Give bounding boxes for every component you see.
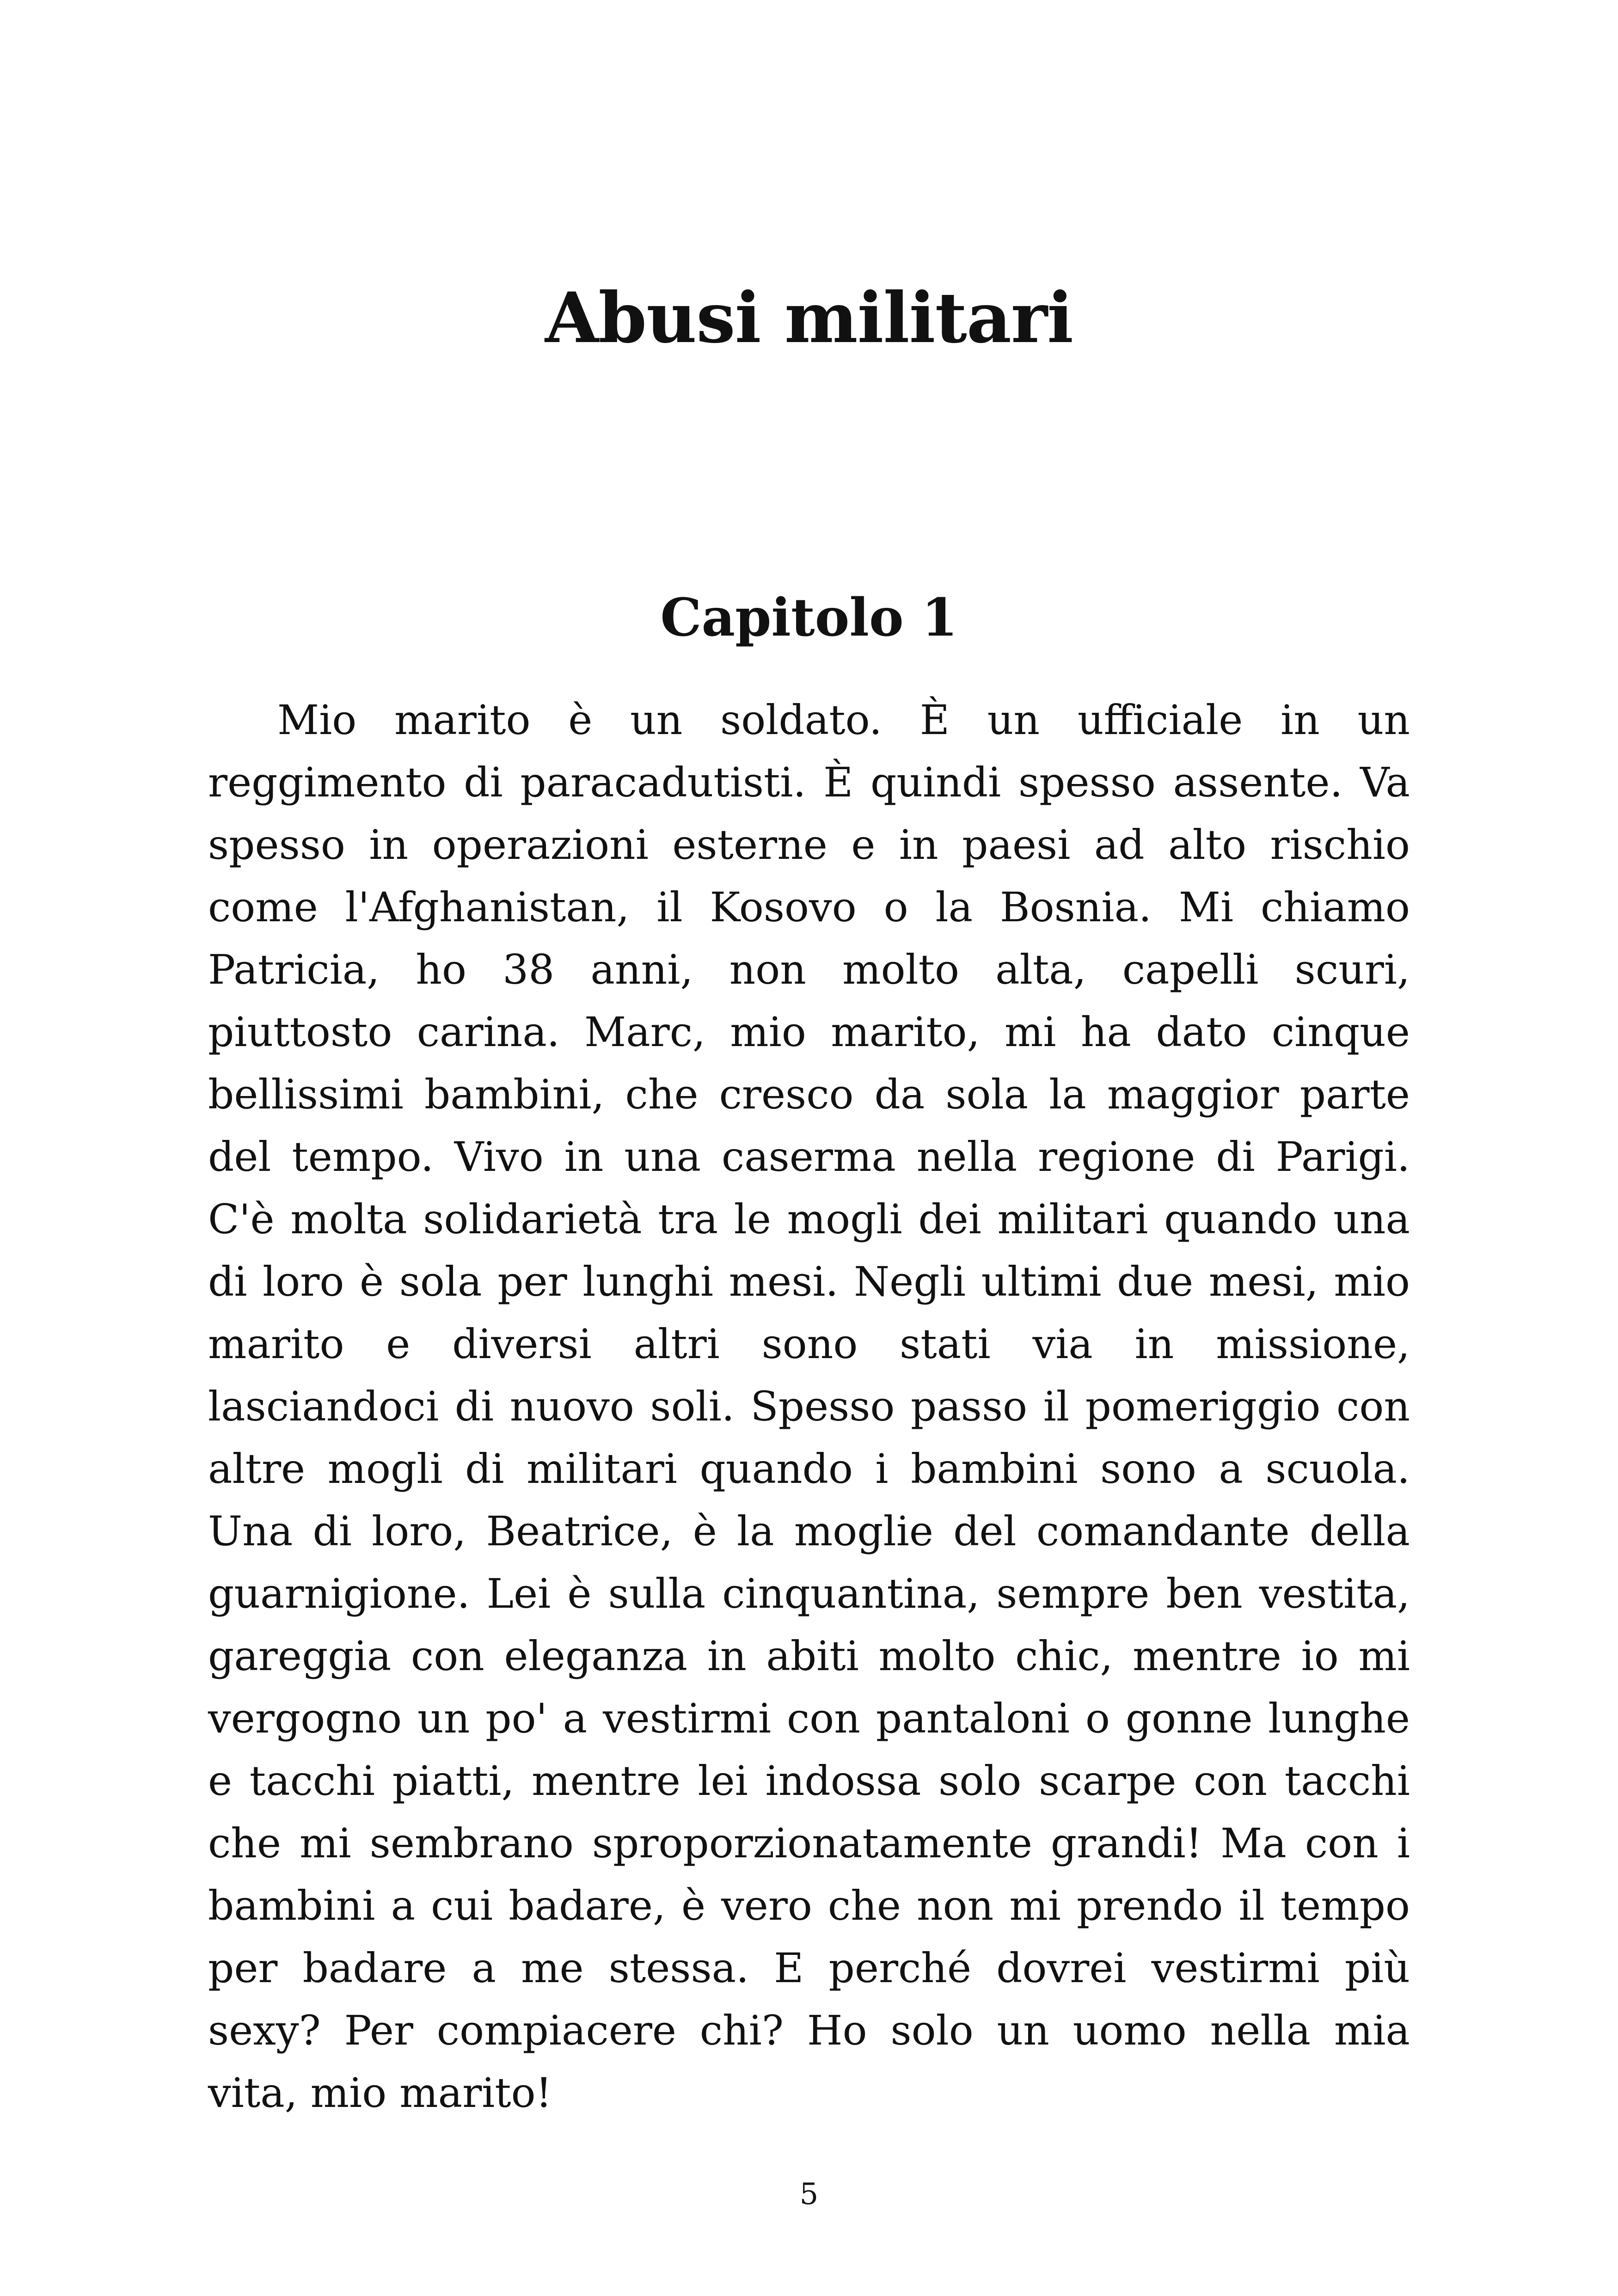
chapter-paragraph: Mio marito è un soldato. È un ufficiale in un reggimento di paracadutisti. È quindi spesso assente. Va spesso in operazioni esterne e in paesi ad alto rischio come l'Afghanistan, il Kosovo o la Bosnia. Mi chiamo Patricia, ho 38 anni, non molto alta, capelli scuri, piuttosto carina. Marc, mio marito, mi ha dato cinque bellissimi bambini, che cresco da sola la maggior parte del tempo. Vivo in una caserma nella regione di Parigi. C'è molta solidarietà tra le mogli dei militari quando una di loro è sola per lunghi mesi. Negli ultimi due mesi, mio marito e diversi altri sono stati via in missione, lasciandoci di nuovo soli. Spesso passo il pomeriggio con altre mogli di militari quando i bambini sono a scuola. Una di loro, Beatrice, è la moglie del comandante della guarnigione. Lei è sulla cinquantina, sempre ben vestita, gareggia con eleganza in abiti molto chic, mentre io mi vergogno un po' a vestirmi con pantaloni o gonne lunghe e tacchi piatti, mentre lei indossa solo scarpe con tacchi che mi sembrano sproporzionatamente grandi! Ma con i bambini a cui badare, è vero che non mi prendo il tempo per badare a me stessa. E perché dovrei vestirmi più sexy? Per compiacere chi? Ho solo un uomo nella mia vita, mio marito! — [208, 696, 1410, 2117]
chapter-title: Capitolo 1 — [660, 588, 958, 648]
book-title: Abusi militari — [545, 277, 1073, 359]
page-number: 5 — [799, 2177, 819, 2211]
